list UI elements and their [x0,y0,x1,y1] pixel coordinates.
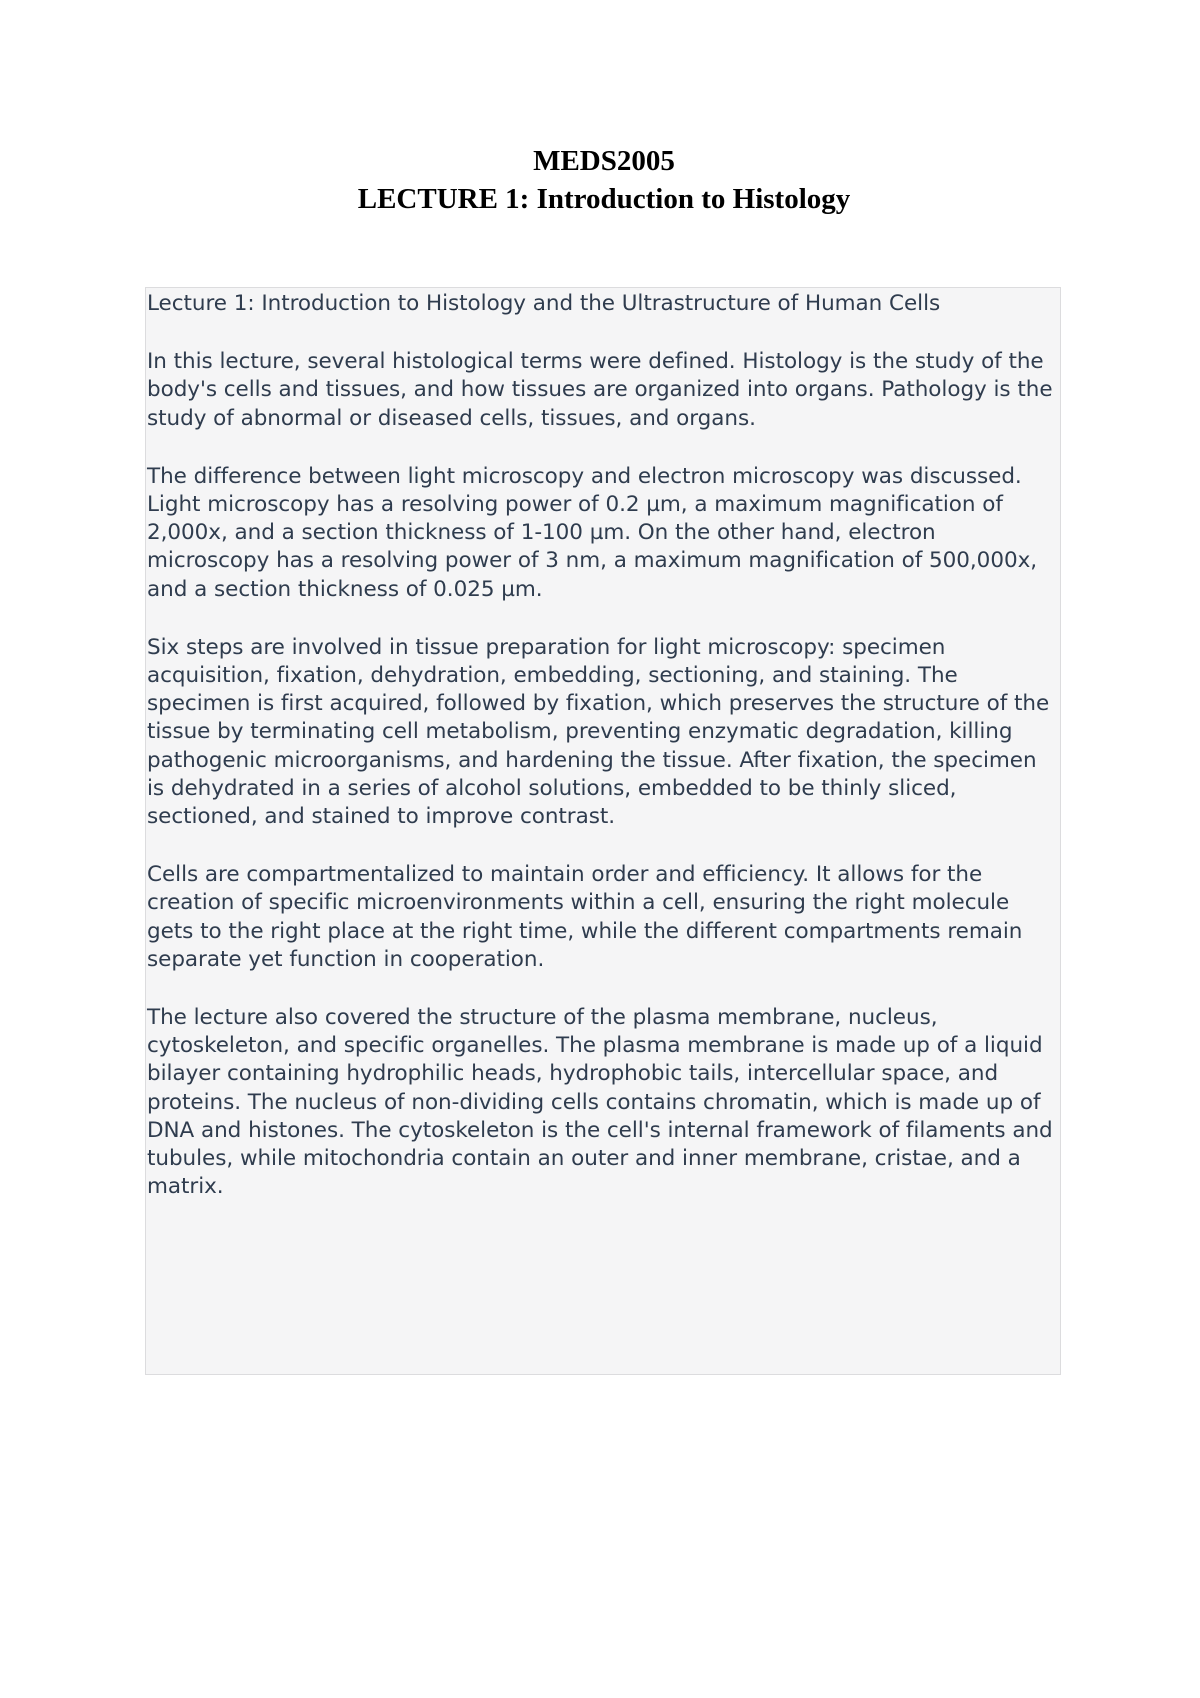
paragraph-cell-structures: The lecture also covered the structure of the plasma membrane, nucleus, cytoskeleton, and specific organelles. The plasma membrane is made up of a liquid bilayer containing hydrophilic heads, hydrophobic tails, intercellular space, and proteins. The nucleus of non-dividing cells contains chromatin, which is made up of DNA and histones. The cytoskeleton is the cell's internal framework of filaments and tubules, while mitochondria contain an outer and inner membrane, cristae, and a matrix. [147,1005,1053,1200]
paragraph-tissue-preparation: Six steps are involved in tissue preparation for light microscopy: specimen acquisition, fixation, dehydration, embedding, sectioning, and staining. The specimen is first acquired, followed by fixation, which preserves the structure of the tissue by terminating cell metabolism, preventing enzymatic degradation, killing pathogenic microorganisms, and hardening the tissue. After fixation, the specimen is dehydrated in a series of alcohol solutions, embedded to be thinly sliced, sectioned, and stained to improve contrast. [147,634,1050,830]
paragraph-microscopy: The difference between light microscopy and electron microscopy was discussed. Light microscopy has a resolving power of 0.2 µm, a maximum magnification of 2,000x, and a section thickness of 1-100 µm. On the other hand, electron microscopy has a resolving power of 3 nm, a maximum magnification of 500,000x, and a section thickness of 0.025 µm. [147,463,1038,602]
paragraph-compartmentalization: Cells are compartmentalized to maintain order and efficiency. It allows for the creation of specific microenvironments within a cell, ensuring the right molecule gets to the right place at the right time, while the different compartments remain separate yet function in cooperation. [147,862,1023,972]
paragraph-histology-terms: In this lecture, several histological terms were defined. Histology is the study of the body's cells and tissues, and how tissues are organized into organs. Pathology is the study of abnormal or diseased cells, tissues, and organs. [147,349,1053,431]
document-header [0,142,1200,218]
course-code: MEDS2005 [533,145,675,177]
summary-title: Lecture 1: Introduction to Histology and the Ultrastructure of Human Cells [147,291,941,316]
lecture-summary-box [145,287,1061,1375]
lecture-title: LECTURE 1: Introduction to Histology [357,183,851,215]
